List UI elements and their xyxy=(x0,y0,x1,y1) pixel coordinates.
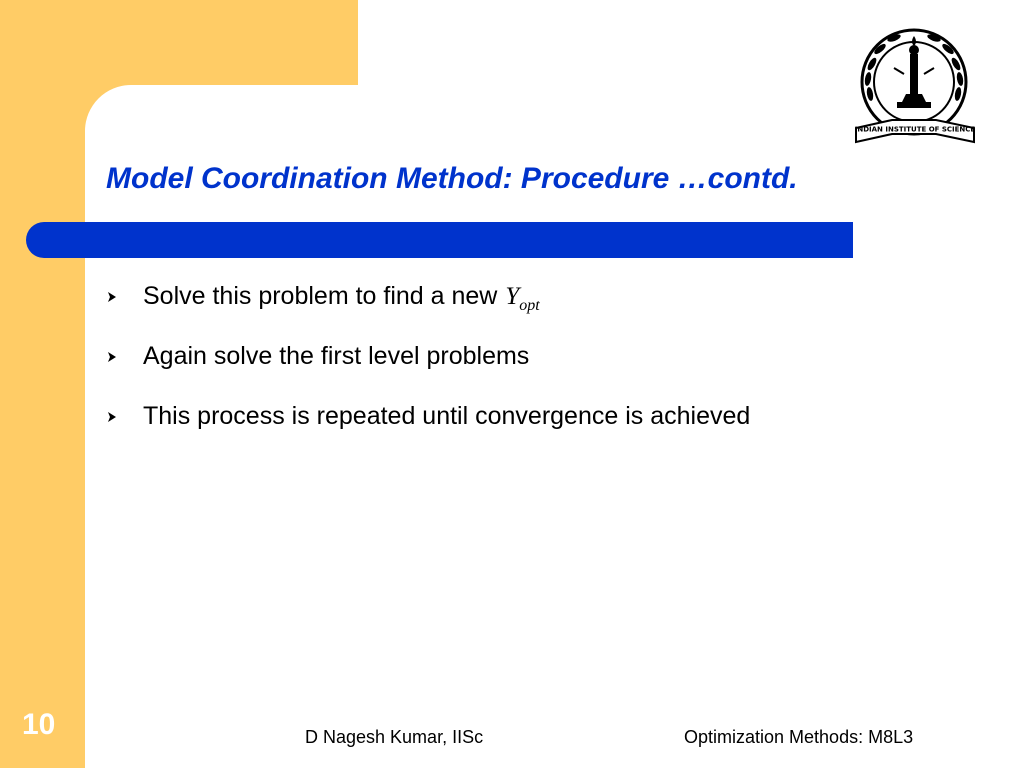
arrowhead-bullet-icon xyxy=(106,411,143,427)
bullet-item xyxy=(106,342,750,402)
footer-author: D Nagesh Kumar, IISc xyxy=(305,727,484,747)
bullet-list xyxy=(106,282,750,462)
bullet-item xyxy=(106,402,750,462)
bullet-text: This process is repeated until convergence is achieved xyxy=(143,402,751,430)
arrowhead-bullet-icon xyxy=(106,291,143,307)
math-variable-subscript: opt xyxy=(519,297,540,314)
slide-number: 10 xyxy=(22,708,56,741)
iisc-emblem-icon xyxy=(852,24,982,150)
bullet-text: Solve this problem to find a new xyxy=(143,282,498,310)
title-underline-bar xyxy=(26,222,853,258)
iisc-logo xyxy=(852,24,982,150)
footer-course: Optimization Methods: M8L3 xyxy=(684,727,914,747)
bullet-item xyxy=(106,282,750,342)
bullet-text: Again solve the first level problems xyxy=(143,342,530,370)
arrowhead-bullet-icon xyxy=(106,351,143,367)
svg-text:INDIAN INSTITUTE OF SCIENCE: INDIAN INSTITUTE OF SCIENCE xyxy=(854,125,976,134)
math-variable: Y xyxy=(505,283,520,310)
slide-title: Model Coordination Method: Procedure …contd. xyxy=(106,162,798,195)
